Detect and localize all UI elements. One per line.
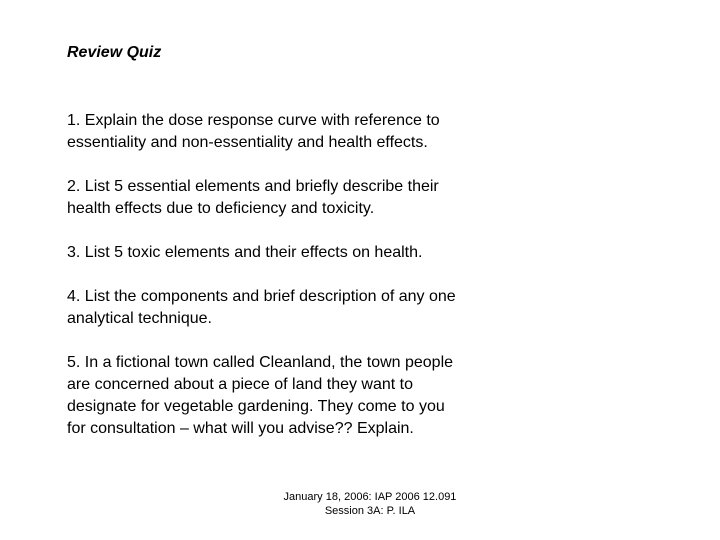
question-2-line-1: 2. List 5 essential elements and briefly describe their	[67, 178, 439, 195]
question-4-line-1: 4. List the components and brief description of any one	[67, 288, 456, 305]
question-5-line-2: are concerned about a piece of land they want to	[67, 376, 414, 393]
question-3-line-1: 3. List 5 toxic elements and their effects on health.	[67, 244, 423, 261]
question-5-line-1: 5. In a fictional town called Cleanland, the town people	[67, 354, 454, 371]
question-3	[67, 242, 527, 264]
question-5	[67, 352, 527, 440]
question-1-line-2: essentiality and non-essentiality and health effects.	[67, 134, 428, 151]
question-1	[67, 110, 527, 154]
footer-session: Session 3A: P. ILA	[324, 505, 416, 517]
question-1-line-1: 1. Explain the dose response curve with reference to	[67, 112, 440, 129]
question-4-line-2: analytical technique.	[67, 310, 212, 327]
question-list	[67, 110, 527, 440]
question-4	[67, 286, 527, 330]
slide-footer	[230, 490, 510, 518]
slide-title: Review Quiz	[67, 44, 162, 61]
question-2-line-2: health effects due to deficiency and toxicity.	[67, 200, 375, 217]
question-5-line-4: for consultation – what will you advise?? Explain.	[67, 420, 414, 437]
footer-date-course: January 18, 2006: IAP 2006 12.091	[283, 491, 457, 503]
question-5-line-3: designate for vegetable gardening. They come to you	[67, 398, 445, 415]
question-2	[67, 176, 527, 220]
